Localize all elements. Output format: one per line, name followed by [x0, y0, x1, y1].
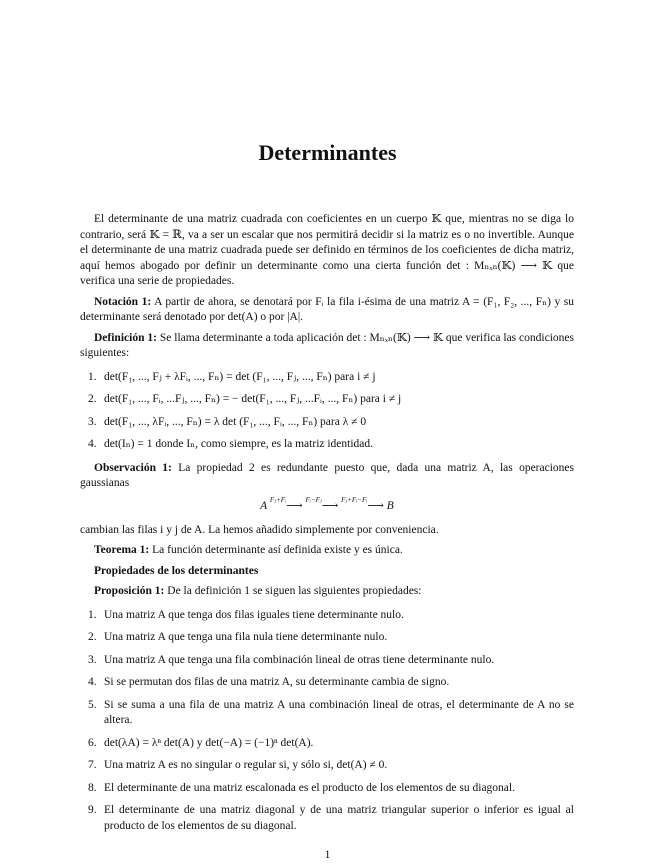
item-text: det(F₁, ..., Fᵢ, ...Fⱼ, ..., Fₙ) = − det(F₁, ..., Fⱼ, ...Fᵢ, ..., Fₙ) para i ≠ j [104, 393, 402, 405]
theorem-text: La función determinante así definida existe y es única. [149, 544, 403, 556]
item-text: Una matriz A que tenga una fila combinación lineal de otras tiene determinante nulo. [104, 653, 495, 666]
gaussian-operations [80, 496, 574, 517]
list-item [80, 675, 574, 691]
proposition-text: De la definición 1 se siguen las siguientes propiedades: [164, 585, 422, 597]
item-number: 2. [88, 393, 97, 405]
arrow-icon: ⟶ [286, 499, 303, 512]
proposition-label: Proposición 1: [94, 585, 165, 597]
theorem-paragraph [80, 543, 574, 559]
item-text: det(Iₙ) = 1 donde Iₙ, como siempre, es la matriz identidad. [104, 438, 374, 450]
list-item [80, 437, 574, 453]
item-number: 7. [88, 759, 97, 771]
item-text: Una matriz A que tenga dos filas iguales tiene determinante nulo. [104, 608, 404, 621]
observation-paragraph [80, 461, 574, 492]
item-text: det(F₁, ..., Fⱼ + λFᵢ, ..., Fₙ) = det (F₁, ..., Fⱼ, ..., Fₙ) para i ≠ j [104, 370, 376, 383]
item-text: El determinante de una matriz diagonal y de una matriz triangular superior o inferior es igual al producto de los elementos de su diagonal. [104, 804, 574, 832]
document-body [80, 212, 574, 842]
item-number: 9. [88, 804, 97, 816]
arrow-icon: ⟶ [367, 499, 384, 512]
item-number: 2. [88, 631, 97, 643]
theorem-label: Teorema 1: [94, 544, 150, 556]
item-number: 8. [88, 781, 97, 794]
list-item [80, 653, 574, 669]
item-number: 4. [88, 676, 97, 688]
item-number: 3. [88, 653, 97, 666]
item-text: Una matriz A es no singular o regular si, y sólo si, det(A) ≠ 0. [104, 759, 388, 771]
section-heading [80, 564, 574, 580]
item-number: 3. [88, 415, 97, 428]
item-number: 5. [88, 698, 97, 711]
matrix-a: A [260, 499, 267, 512]
definition-list [80, 370, 574, 453]
item-text: Si se permutan dos filas de una matriz A, su determinante cambia de signo. [104, 676, 450, 688]
definition-label: Definición 1: [94, 331, 157, 344]
definition-paragraph [80, 331, 574, 362]
list-item [80, 736, 574, 752]
page-title: Determinantes [258, 140, 397, 165]
item-number: 1. [88, 370, 97, 383]
list-item [80, 415, 574, 431]
observation-label: Observación 1: [94, 461, 172, 474]
intro-paragraph: El determinante de una matriz cuadrada con coeficientes en un cuerpo 𝕂 que, mientras no se diga lo contrario, será 𝕂 = ℝ, va a ser un escalar que nos permitirá decidir si la matriz es o no invertible. Aunque el determinante de una matriz cuadrada puede ser definido en términos de los coeficientes de dicha matriz, aquí hemos abogado por definir un determinante como una cierta función det : Mₙₓₙ(𝕂) ⟶ 𝕂 que verifica una serie de propiedades. [80, 213, 574, 287]
notation-text: A partir de ahora, se denotará por Fᵢ la fila i-ésima de una matriz A = (F₁, F₂, ..., Fₙ) y su determinante será denotado por det(A) o por |A|. [80, 295, 574, 323]
proposition-paragraph [80, 584, 574, 600]
list-item [80, 698, 574, 729]
item-number: 4. [88, 438, 97, 450]
item-text: det(F₁, ..., λFᵢ, ..., Fₙ) = λ det (F₁, ..., Fᵢ, ..., Fₙ) para λ ≠ 0 [104, 415, 367, 428]
item-text: El determinante de una matriz escalonada es el producto de los elementos de su diagonal. [104, 781, 515, 794]
page-number: 1 [324, 849, 331, 861]
list-item [80, 758, 574, 774]
item-number: 1. [88, 608, 97, 621]
list-item [80, 370, 574, 386]
item-number: 6. [88, 736, 97, 749]
list-item [80, 608, 574, 624]
item-text: det(λA) = λⁿ det(A) y det(−A) = (−1)ⁿ det(A). [104, 736, 314, 749]
section-title: Propiedades de los determinantes [94, 564, 259, 577]
op3: Fⱼ+Fᵢ−Fᵢ [341, 495, 368, 504]
observation-continuation: cambian las filas i y j de A. La hemos añadido simplemente por conveniencia. [80, 523, 439, 536]
notation-paragraph [80, 295, 574, 326]
properties-list [80, 608, 574, 835]
arrow-icon: ⟶ [321, 499, 339, 512]
list-item [80, 803, 574, 834]
notation-label: Notación 1: [94, 295, 152, 308]
definition-text: Se llama determinante a toda aplicación det : Mₙₓₙ(𝕂) ⟶ 𝕂 que verifica las condiciones siguientes: [80, 331, 574, 359]
op2: Fᵢ−Fⱼ [305, 495, 322, 504]
item-text: Una matriz A que tenga una fila nula tiene determinante nulo. [104, 631, 388, 643]
list-item [80, 781, 574, 797]
observation-text: La propiedad 2 es redundante puesto que, dada una matriz A, las operaciones gaussianas [80, 461, 574, 489]
list-item [80, 392, 574, 408]
list-item [80, 630, 574, 646]
op1: Fⱼ+Fᵢ [269, 495, 287, 504]
matrix-b: B [386, 499, 394, 512]
item-text: Si se suma a una fila de una matriz A una combinación lineal de otras, el determinante de A no se altera. [104, 698, 574, 726]
